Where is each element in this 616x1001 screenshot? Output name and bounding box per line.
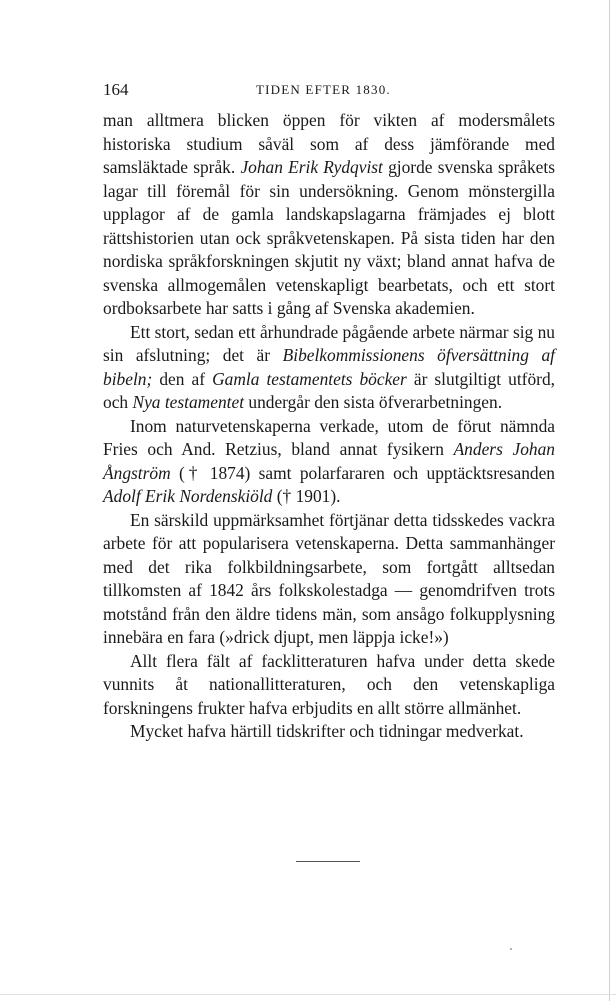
body-text bbox=[103, 109, 555, 744]
paper-speck bbox=[510, 948, 512, 950]
text-run: undergår den sista öfverarbetningen. bbox=[244, 392, 503, 412]
italic-run: Adolf Erik Nordenskiöld bbox=[103, 486, 273, 506]
text-run: En särskild uppmärksamhet förtjänar detta tidsskedes vackra arbete för att popularisera vetenskaperna. Detta sammanhänger med det rika folkbildningsarbete, som fortgått alltsedan tillkomsten af 1842 års folkskolestadga — genomdrifven trots motstånd från den äldre tidens män, som ansågo folkupplysning innebära en fara (»drick djupt, men läppja icke!») bbox=[103, 509, 555, 647]
page-number: 164 bbox=[103, 80, 129, 99]
text-run: den af bbox=[152, 368, 213, 389]
text-run: gjorde svenska språkets lagar till föremål för sin undersökning. Genom mönstergilla upplagor af de gamla landskapslagarna främjades ej blott rättshistorien utan ock språkvetenskapen. På sista tiden har den nordiska språkforskningen skjutit ny växt; bland annat hafva de svenska allmogemålen vetenskapligt bearbetats, och ett stort ordboksarbete har satts i gång af Svenska akademien. bbox=[103, 157, 555, 318]
italic-run: Anders Johan Ångström bbox=[103, 439, 555, 483]
italic-run: Johan Erik Rydqvist bbox=[240, 157, 383, 177]
end-rule bbox=[296, 861, 360, 862]
running-head: TIDEN EFTER 1830. bbox=[256, 82, 391, 97]
page-header bbox=[103, 80, 555, 102]
italic-run: Nya testamentet bbox=[132, 392, 245, 412]
italic-run: Gamla testamentets böcker bbox=[212, 368, 407, 389]
paragraph-2 bbox=[103, 321, 555, 415]
paragraph-1 bbox=[103, 109, 555, 321]
paragraph-5 bbox=[103, 650, 555, 721]
text-run: († 1874) samt polarfararen och upptäcktsresanden bbox=[170, 462, 555, 483]
text-run: Inom naturvetenskaperna verkade, utom de förut nämnda Fries och And. Retzius, bland annat fysikern bbox=[103, 415, 555, 459]
paragraph-6 bbox=[103, 720, 555, 744]
page-edge-right bbox=[609, 0, 610, 1001]
paragraph-4 bbox=[103, 509, 555, 650]
text-run: är slutgiltigt utförd, och bbox=[103, 368, 555, 412]
italic-run: Bibelkommissionens öfversättning af bibeln; bbox=[103, 345, 555, 389]
text-run: Allt flera fält af facklitteraturen hafva under detta skede vunnits åt nationallitteraturen, och den vetenskapliga forskningens frukter hafva erbjudits en allt större allmänhet. bbox=[103, 650, 555, 718]
paragraph-3 bbox=[103, 415, 555, 509]
text-run: Mycket hafva härtill tidskrifter och tidningar medverkat. bbox=[130, 721, 524, 741]
text-run: Ett stort, sedan ett århundrade pågående arbete närmar sig nu sin afslutning; det är bbox=[103, 321, 555, 365]
text-run: man alltmera blicken öppen för vikten af modersmålets historiska studium såväl som af dess jämförande med samsläktade språk. bbox=[103, 110, 555, 177]
text-run: († 1901). bbox=[272, 486, 341, 506]
page-edge-bottom bbox=[0, 994, 616, 995]
